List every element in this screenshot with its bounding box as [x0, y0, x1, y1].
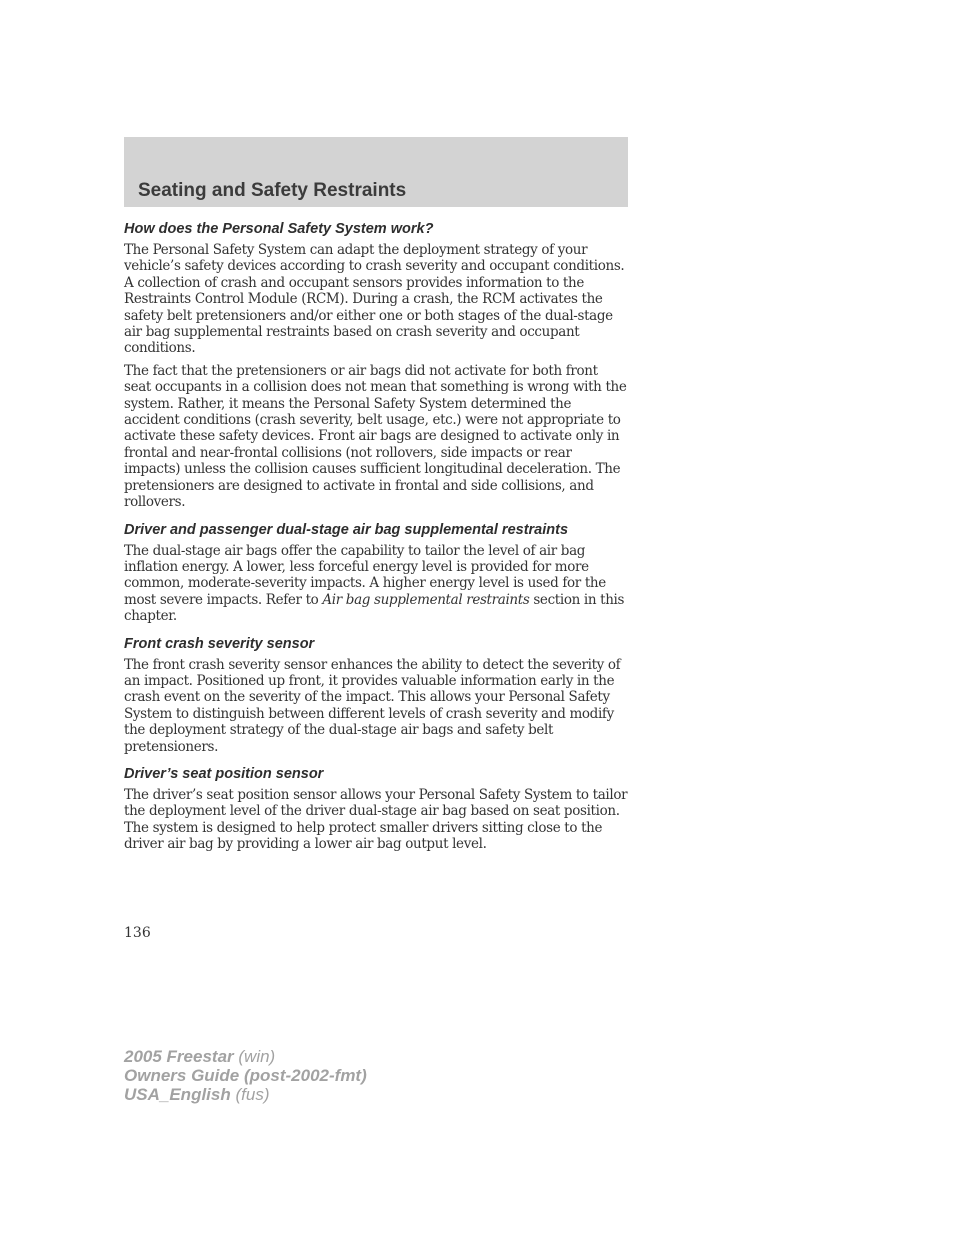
- footer-line: [124, 1066, 367, 1085]
- footer-line: [124, 1047, 367, 1066]
- footer-model: 2005 Freestar: [124, 1047, 234, 1066]
- subheading-front-crash-sensor: Front crash severity sensor: [124, 635, 315, 652]
- paragraph: The front crash severity sensor enhances the ability to detect the severity of an impact. Positioned up front, it provides valuable information early in the crash event on the severity of the impact. This allows your Personal Safety System to distinguish between different levels of crash severity and modify the deployment strategy of the dual-stage air bags and safety belt pretensioners.: [124, 656, 621, 755]
- subheading-dual-stage-air-bags: Driver and passenger dual-stage air bag supplemental restraints: [124, 521, 569, 538]
- footer-guide: Owners Guide (post-2002-fmt): [124, 1066, 367, 1085]
- footer-language: USA_English: [124, 1085, 231, 1104]
- paragraph: [124, 543, 628, 625]
- section-header-band: [124, 137, 628, 207]
- paragraph-text: section in this chapter.: [124, 591, 625, 625]
- footer-code: (fus): [235, 1085, 270, 1104]
- paragraph: The driver’s seat position sensor allows your Personal Safety System to tailor the deployment level of the driver dual-stage air bag based on seat position. The system is designed to help protect smaller drivers sitting close to the driver air bag by providing a lower air bag output level.: [124, 786, 628, 853]
- paragraph-text: The dual-stage air bags offer the capability to tailor the level of air bag inflation energy. A lower, less forceful energy level is provided for more common, moderate-severity impacts. A higher energy level is used for the most severe impacts. Refer to: [124, 542, 606, 608]
- subheading-seat-position-sensor: Driver’s seat position sensor: [124, 765, 324, 782]
- page-number: 136: [124, 925, 151, 941]
- paragraph: The fact that the pretensioners or air bags did not activate for both front seat occupants in a collision does not mean that something is wrong with the system. Rather, it means the Personal Safety System determined the accident conditions (crash severity, belt usage, etc.) were not appropriate to activate these safety devices. Front air bags are designed to activate only in frontal and near-frontal collisions (not rollovers, side impacts or rear impacts) unless the collision causes sufficient longitudinal deceleration. The pretensioners are designed to activate in frontal and side collisions, and rollovers.: [124, 362, 627, 511]
- subheading-how-system-works: How does the Personal Safety System work?: [124, 221, 434, 237]
- cross-reference-link: Air bag supplemental restraints: [322, 591, 530, 608]
- paragraph: The Personal Safety System can adapt the deployment strategy of your vehicle’s safety devices according to crash severity and occupant conditions. A collection of crash and occupant sensors provides information to the Restraints Control Module (RCM). During a crash, the RCM activates the safety belt pretensioners and/or either one or both stages of the dual-stage air bag supplemental restraints based on crash severity and occupant conditions.: [124, 242, 625, 357]
- section-title: Seating and Safety Restraints: [138, 180, 407, 201]
- document-footer: [124, 1047, 367, 1104]
- page-content: [124, 220, 628, 859]
- footer-line: [124, 1085, 367, 1104]
- footer-code: (win): [238, 1047, 276, 1066]
